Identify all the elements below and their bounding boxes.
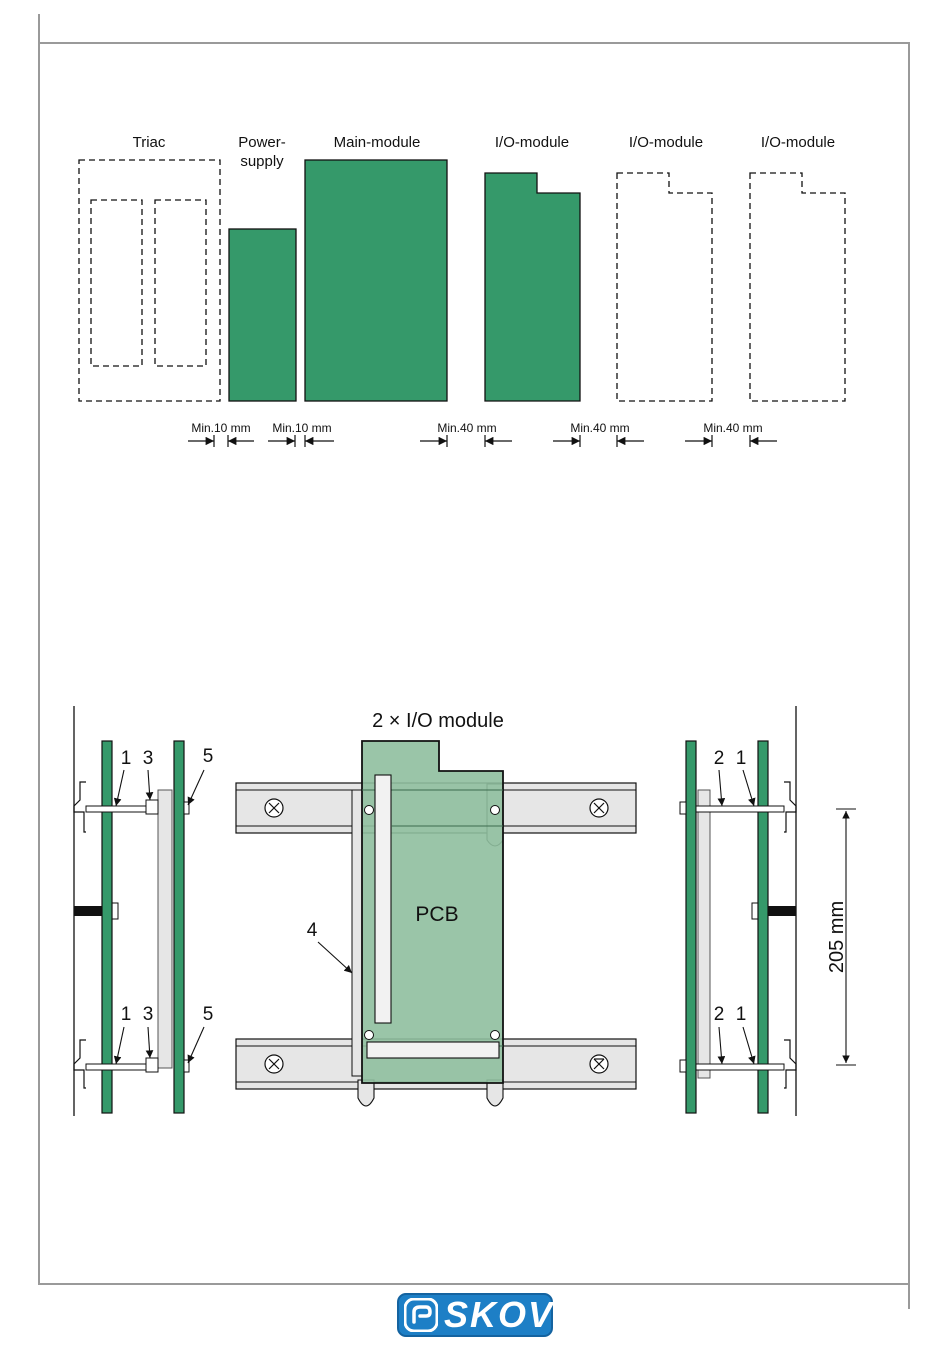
skov-logo-text: SKOV [444, 1294, 555, 1335]
spacing-label-4: Min.40 mm [570, 421, 630, 435]
callout-right-top-1: 1 [735, 748, 747, 769]
module-layout-diagram [79, 134, 845, 447]
callout-left-top-3: 3 [142, 748, 154, 769]
dimension-label: 205 mm [826, 900, 848, 974]
pcb-label: PCB [415, 903, 459, 926]
callout-right-bottom-1: 1 [735, 1004, 747, 1025]
module-label-io-2: I/O-module [628, 134, 704, 151]
callout-left-top-1: 1 [120, 748, 132, 769]
spacing-label-3: Min.40 mm [437, 421, 497, 435]
left-side-view [74, 706, 213, 1116]
callout-center-4: 4 [306, 920, 318, 941]
spacing-label-2: Min.10 mm [272, 421, 332, 435]
callout-right-top-2: 2 [713, 748, 725, 769]
spacing-label-5: Min.40 mm [703, 421, 763, 435]
callout-left-bottom-5: 5 [202, 1004, 214, 1025]
skov-logo [397, 1293, 553, 1337]
mounting-diagram [74, 706, 856, 1116]
module-label-io-3: I/O-module [760, 134, 836, 151]
module-label-power-supply: Power-supply [238, 134, 286, 170]
spacing-label-1: Min.10 mm [191, 421, 251, 435]
center-front-view [236, 741, 636, 1106]
callout-left-top-5: 5 [202, 746, 214, 767]
callout-left-bottom-1: 1 [120, 1004, 132, 1025]
module-label-main: Main-module [333, 134, 421, 151]
spacing-arrows [188, 435, 777, 447]
dimension-205mm [826, 809, 856, 1065]
callout-left-bottom-3: 3 [142, 1004, 154, 1025]
io-module-2 [617, 173, 712, 401]
right-side-view [680, 706, 796, 1116]
callout-right-bottom-2: 2 [713, 1004, 725, 1025]
module-label-triac: Triac [132, 134, 166, 151]
power-supply-module [229, 229, 296, 401]
module-label-io-1: I/O-module [494, 134, 570, 151]
triac-module [79, 160, 220, 401]
io-module-3 [750, 173, 845, 401]
mounting-title: 2 × I/O module [372, 710, 504, 732]
io-module-1 [485, 173, 580, 401]
main-module [305, 160, 447, 401]
skov-logo-mark-icon [404, 1298, 438, 1332]
